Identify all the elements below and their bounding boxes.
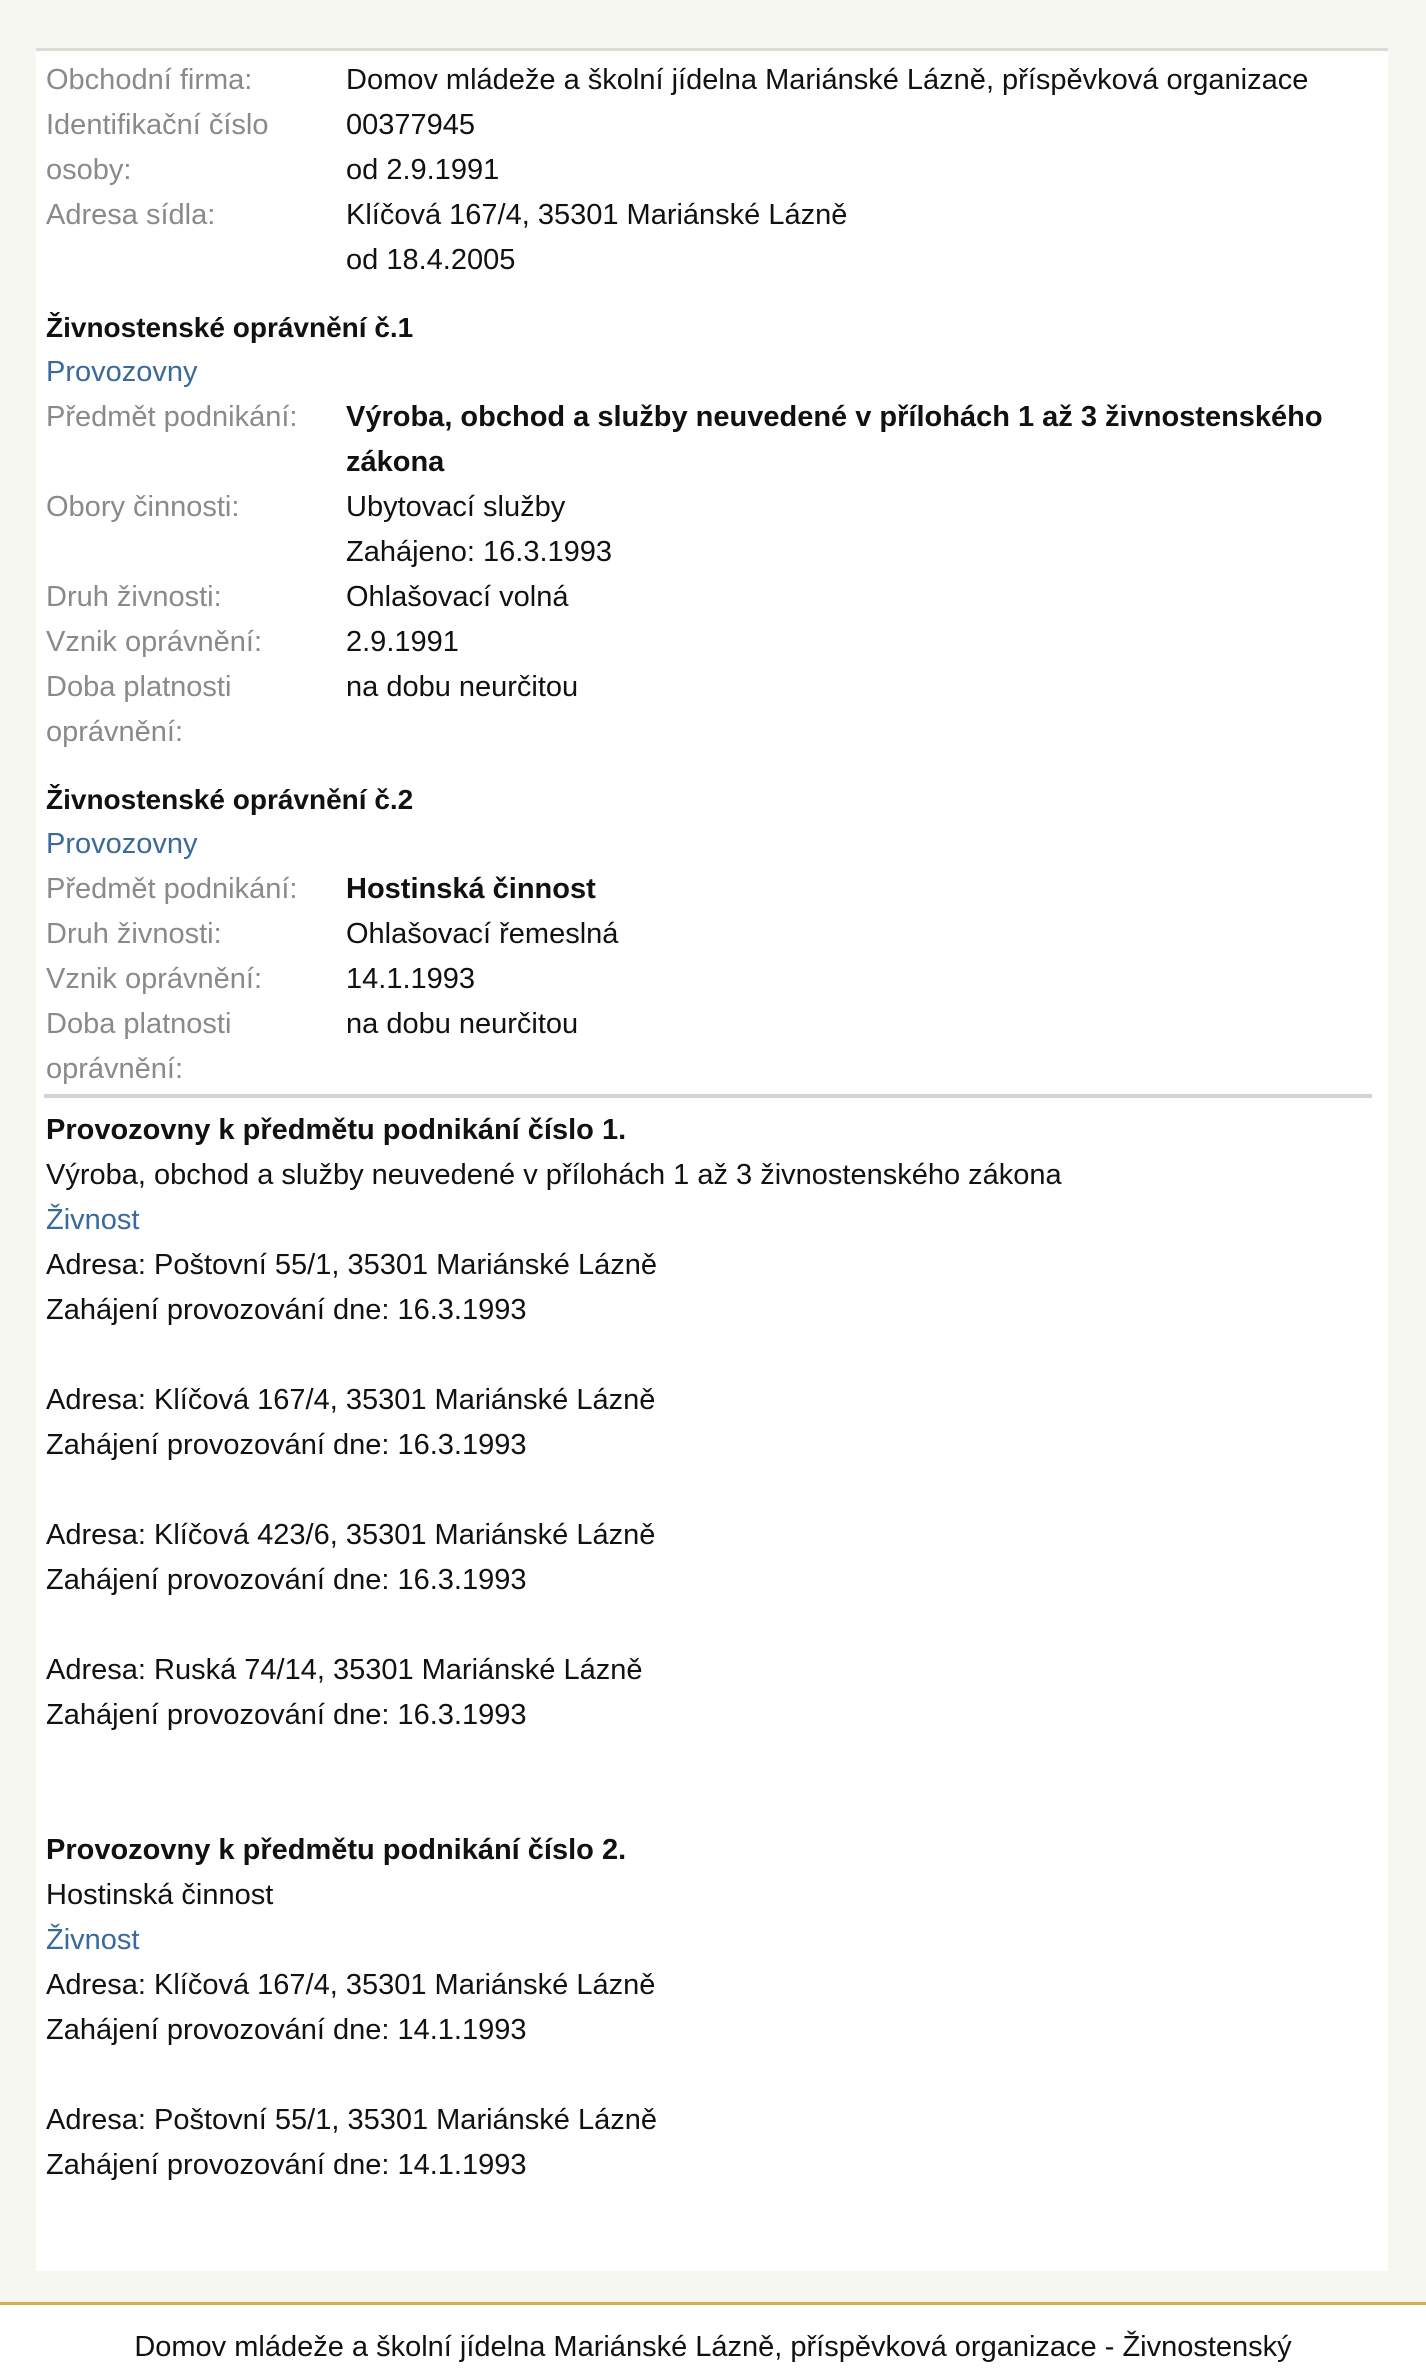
ico-label: Identifikační číslo <box>46 109 269 141</box>
establishments-1-title: Provozovny k předmětu podnikání číslo 1. <box>46 1114 627 1146</box>
establishments-1-subject: Výroba, obchod a služby neuvedené v přílohách 1 až 3 živnostenského zákona <box>46 1159 1062 1191</box>
license-1-type: Ohlašovací volná <box>346 581 569 613</box>
address-since-row <box>46 238 1376 283</box>
ico-value: 00377945 <box>346 109 476 141</box>
license-2-validity: na dobu neurčitou <box>346 1008 579 1040</box>
license-1-fields-row <box>46 485 1376 575</box>
license-1-fields-value: Ubytovací služby <box>346 491 566 523</box>
firm-label: Obchodní firma: <box>46 64 253 96</box>
establishment-address: Adresa: Klíčová 423/6, 35301 Mariánské Lázně <box>46 1519 656 1551</box>
establishment-start: Zahájení provozování dne: 16.3.1993 <box>46 1699 527 1731</box>
license-1-subject-row <box>46 395 1376 485</box>
license-1-origin: 2.9.1991 <box>346 626 459 658</box>
license-2-provozovny-link[interactable]: Provozovny <box>46 828 198 860</box>
footer-text: Domov mládeže a školní jídelna Mariánské Lázně, příspěvková organizace - Živnostenský <box>134 2331 1292 2363</box>
establishments-1-zivnost-link[interactable]: Živnost <box>46 1204 140 1236</box>
ico-row-2 <box>46 148 1376 193</box>
ico-label-cont: osoby: <box>46 154 132 186</box>
origin-label: Vznik oprávnění: <box>46 963 263 995</box>
license-1-subject-line2: zákona <box>346 446 445 478</box>
subject-label: Předmět podnikání: <box>46 873 298 905</box>
establishment-start: Zahájení provozování dne: 16.3.1993 <box>46 1564 527 1596</box>
establishment-start: Zahájení provozování dne: 16.3.1993 <box>46 1294 527 1326</box>
license-1-origin-row <box>46 620 1376 665</box>
subject-label: Předmět podnikání: <box>46 401 298 433</box>
fields-label: Obory činnosti: <box>46 491 240 523</box>
license-1-title: Živnostenské oprávnění č.1 <box>46 312 414 343</box>
establishment-address: Adresa: Klíčová 167/4, 35301 Mariánské Lázně <box>46 1969 656 2001</box>
establishment-start: Zahájení provozování dne: 14.1.1993 <box>46 2149 527 2181</box>
license-1-type-row <box>46 575 1376 620</box>
license-1-subject <box>346 395 1376 485</box>
license-2-origin-row <box>46 957 1376 1002</box>
license-1-validity: na dobu neurčitou <box>346 671 579 703</box>
establishments-2-title: Provozovny k předmětu podnikání číslo 2. <box>46 1834 627 1866</box>
establishments-2-subject: Hostinská činnost <box>46 1879 274 1911</box>
license-1-validity-row <box>46 665 1376 755</box>
section-divider <box>44 1094 1372 1098</box>
license-2-type-row <box>46 912 1376 957</box>
establishments-2-zivnost-link[interactable]: Živnost <box>46 1924 140 1956</box>
page-footer <box>0 2302 1426 2379</box>
validity-label: Doba platnosti oprávnění: <box>46 671 232 748</box>
type-label: Druh živnosti: <box>46 581 222 613</box>
address-value: Klíčová 167/4, 35301 Mariánské Lázně <box>346 199 848 231</box>
ico-row <box>46 103 1376 148</box>
address-row <box>46 193 1376 238</box>
license-1-subject-line1: Výroba, obchod a služby neuvedené v přílohách 1 až 3 živnostenského <box>346 401 1323 433</box>
validity-label: Doba platnosti oprávnění: <box>46 1008 232 1085</box>
establishment-start: Zahájení provozování dne: 16.3.1993 <box>46 1429 527 1461</box>
ico-since: od 2.9.1991 <box>346 154 500 186</box>
license-2-origin: 14.1.1993 <box>346 963 476 995</box>
establishment-address: Adresa: Poštovní 55/1, 35301 Mariánské Lázně <box>46 2104 657 2136</box>
license-2-subject: Hostinská činnost <box>346 873 596 905</box>
firm-value: Domov mládeže a školní jídelna Mariánské Lázně, příspěvková organizace <box>346 64 1309 96</box>
address-label: Adresa sídla: <box>46 199 216 231</box>
record-content <box>46 58 1376 2188</box>
license-2-type: Ohlašovací řemeslná <box>346 918 619 950</box>
type-label: Druh živnosti: <box>46 918 222 950</box>
license-1-fields <box>346 485 1376 575</box>
origin-label: Vznik oprávnění: <box>46 626 263 658</box>
establishment-address: Adresa: Ruská 74/14, 35301 Mariánské Lázně <box>46 1654 643 1686</box>
address-since: od 18.4.2005 <box>346 244 516 276</box>
establishment-address: Adresa: Klíčová 167/4, 35301 Mariánské Lázně <box>46 1384 656 1416</box>
license-2-validity-row <box>46 1002 1376 1092</box>
license-1-provozovny-link[interactable]: Provozovny <box>46 356 198 388</box>
license-2-subject-row <box>46 867 1376 912</box>
establishment-start: Zahájení provozování dne: 14.1.1993 <box>46 2014 527 2046</box>
license-2-title: Živnostenské oprávnění č.2 <box>46 784 414 815</box>
license-1-fields-started: Zahájeno: 16.3.1993 <box>346 536 613 568</box>
firm-row <box>46 58 1376 103</box>
establishment-address: Adresa: Poštovní 55/1, 35301 Mariánské Lázně <box>46 1249 657 1281</box>
